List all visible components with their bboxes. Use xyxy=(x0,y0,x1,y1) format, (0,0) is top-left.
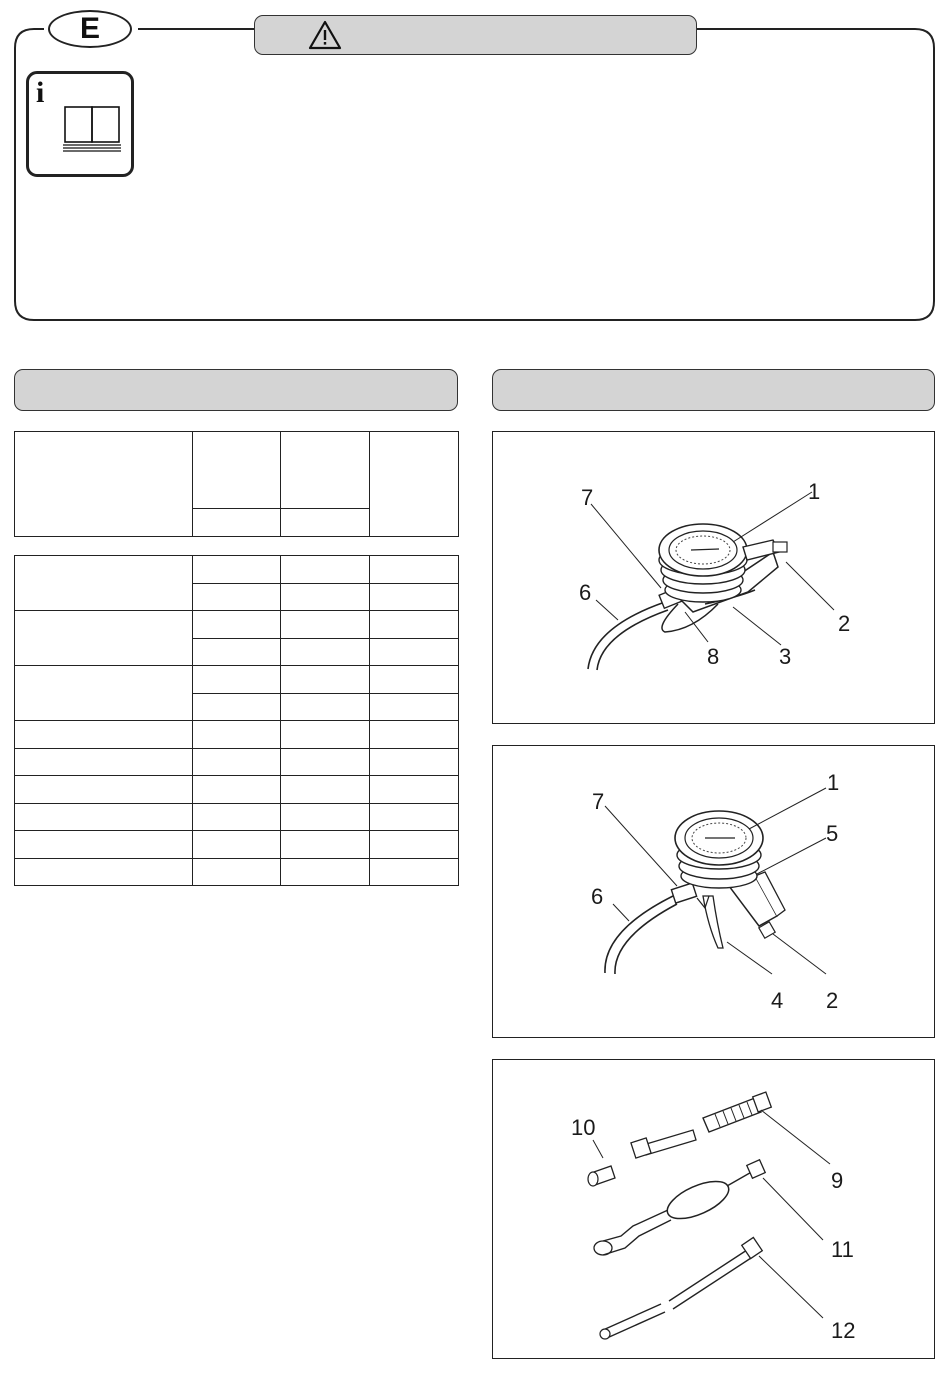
spec-table-header xyxy=(14,431,459,537)
table-cell xyxy=(281,432,370,509)
description-section-header xyxy=(492,369,935,411)
table-cell xyxy=(193,509,281,537)
table-row xyxy=(15,666,459,694)
callout-4: 4 xyxy=(771,988,784,1013)
table-cell xyxy=(15,432,193,537)
table-row xyxy=(15,858,459,886)
tyre-inflator-illustration-1 xyxy=(493,432,933,722)
language-badge xyxy=(48,10,132,48)
table-row xyxy=(15,611,459,639)
callout-1: 1 xyxy=(808,479,821,504)
specs-section-header xyxy=(14,369,458,411)
callout-5: 5 xyxy=(826,821,839,846)
callout-2: 2 xyxy=(838,611,851,636)
table-row xyxy=(15,748,459,776)
table-cell xyxy=(370,432,459,537)
callout-3: 3 xyxy=(779,644,792,669)
table-cell xyxy=(281,509,370,537)
callout-9: 9 xyxy=(831,1168,844,1193)
table-row xyxy=(15,831,459,859)
figure-3-panel xyxy=(492,1059,935,1359)
warning-triangle-icon xyxy=(308,20,342,50)
table-row xyxy=(15,556,459,584)
callout-12: 12 xyxy=(831,1318,856,1343)
warning-title-bar xyxy=(254,15,697,55)
callout-7: 7 xyxy=(581,485,594,510)
figure-2-panel xyxy=(492,745,935,1038)
callout-8: 8 xyxy=(707,644,720,669)
callout-10: 10 xyxy=(571,1115,596,1140)
table-row xyxy=(15,803,459,831)
callout-7: 7 xyxy=(592,789,605,814)
table-cell xyxy=(193,432,281,509)
figure-1-panel xyxy=(492,431,935,724)
callout-6: 6 xyxy=(591,884,604,909)
spec-table-body xyxy=(14,555,459,886)
open-book-icon xyxy=(61,102,125,154)
table-row xyxy=(15,776,459,804)
table-row xyxy=(15,721,459,749)
info-manual-book-icon xyxy=(26,71,134,177)
info-letter: i xyxy=(36,76,45,109)
callout-11: 11 xyxy=(831,1237,854,1262)
tyre-inflator-illustration-2 xyxy=(493,746,933,1036)
language-badge-label: E xyxy=(79,12,100,45)
callout-2: 2 xyxy=(826,988,839,1013)
callout-1: 1 xyxy=(827,770,840,795)
callout-6: 6 xyxy=(579,580,592,605)
accessories-illustration xyxy=(493,1060,933,1357)
